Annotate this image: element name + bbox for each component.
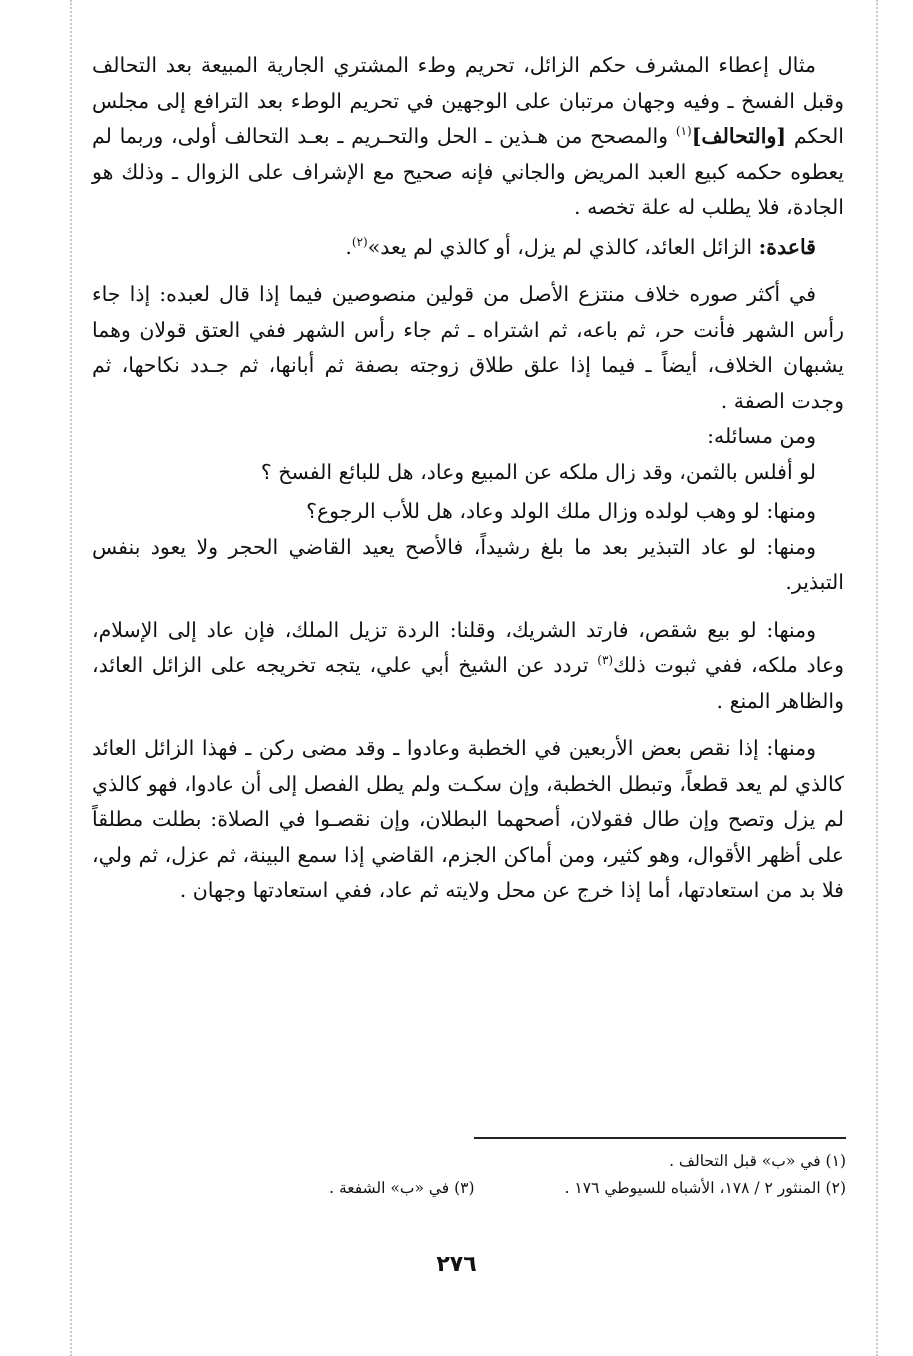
spacer bbox=[92, 601, 844, 613]
paragraph-2: في أكثر صوره خلاف منتزع الأصل من قولين منصوصين فيما إذا قال لعبده: إذا جاء رأس الشهر فأنت حر، ثم باعه، ثم اشتراه ـ ثم جاء رأس الشهر ففي العتق قولان وهما يشبهان الخلاف، أيضاً ـ فيما إذا علق طلاق زوجته بصفة ثم أبانها، ثم جـدد نكاحها، ثم وجدت الصفة . bbox=[92, 282, 844, 413]
paragraph-1-bracket: [والتحالف] bbox=[691, 124, 787, 148]
footnote-1: (١) في «ب» قبل التحالف . bbox=[669, 1152, 846, 1170]
footnote-ref-3[interactable]: (٣) bbox=[597, 653, 614, 668]
footnotes bbox=[160, 1148, 846, 1202]
footnote-ref-2[interactable]: (٢) bbox=[351, 234, 368, 249]
rule-text: الزائل العائد، كالذي لم يزل، أو كالذي لم يعد» bbox=[367, 234, 759, 259]
spacer bbox=[92, 265, 844, 277]
footnote-row bbox=[160, 1175, 846, 1202]
footnote-ref-1[interactable]: (١) bbox=[675, 124, 692, 139]
page-body bbox=[92, 48, 844, 909]
rule-end: . bbox=[345, 234, 352, 259]
paragraph-1-rest: والمصحح من هـذين ـ الحل والتحـريم ـ بعـد التحالف أولى، وربما لم يعطوه حكمه كبيع العبد المريض والجاني فإنه صحيح مع الإشراف على الزوال ـ وذلك هو الجادة، فلا يطلب له علة تخصه . bbox=[92, 124, 844, 219]
paragraph-1 bbox=[92, 48, 844, 226]
page-number: ٢٧٦ bbox=[436, 1252, 477, 1277]
paragraph-1-text: مثال إعطاء المشرف حكم الزائل، تحريم وطء المشتري الجارية المبيعة بعد التحالف وقبل الفسخ ـ وفيه وجهان مرتبان على الوجهين في تحريم الوطء بعد الترافع إلى مجلس الحكم bbox=[92, 53, 844, 148]
paragraph-4: لو أفلس بالثمن، وقد زال ملكه عن المبيع وعاد، هل للبائع الفسخ ؟ bbox=[260, 459, 816, 484]
paragraph-6: ومنها: لو عاد التبذير بعد ما بلغ رشيداً، فالأصح يعيد القاضي الحجر ولا يعود بنفس التبذير. bbox=[92, 534, 844, 594]
spacer bbox=[92, 719, 844, 731]
rule-heading bbox=[92, 230, 844, 266]
footnote-2: (٢) المنثور ٢ / ١٧٨، الأشباه للسيوطي ١٧٦ . bbox=[564, 1179, 846, 1197]
paragraph-7-text-b: تردد عن الشيخ أبي علي، يتجه تخريجه على الزائل العائد، والظاهر المنع . bbox=[92, 653, 844, 713]
footnote-3: (٣) في «ب» الشفعة . bbox=[329, 1179, 475, 1197]
rule-label: قاعدة: bbox=[758, 234, 816, 259]
paragraph-8: ومنها: إذا نقص بعض الأربعين في الخطبة وعادوا ـ وقد مضى ركن ـ فهذا الزائل العائد كالذي لم يعد قطعاً، وتبطل الخطبة، وإن سكـت ولم يطل الفصل إلى أن عادوا، فهو كالذي لم يزل وتصح وإن طال فقولان، أصحهما البطلان، وإن نقصـوا في الصلاة: بطلت مطلقاً على أظهر الأقوال، وهو كثير، ومن أماكن الجزم، القاضي إذا سمع البينة، ثم عزل، ثم ولي، فلا بد من استعادتها، أما إذا خرج عن محل ولايته ثم عاد، ففي استعادتها وجهان . bbox=[92, 736, 844, 902]
gutter-dotted-line-right bbox=[876, 0, 878, 1356]
paragraph-7-text-a: ومنها: لو بيع شقص، فارتد الشريك، وقلنا: الردة تزيل الملك، فإن عاد إلى الإسلام، وعاد ملكه، ففي ثبوت ذلك bbox=[92, 617, 844, 677]
footnote-divider bbox=[474, 1137, 846, 1139]
gutter-dotted-line-left bbox=[70, 0, 72, 1356]
paragraph-7 bbox=[92, 613, 844, 720]
paragraph-3: ومن مسائله: bbox=[707, 424, 816, 448]
paragraph-5: ومنها: لو وهب لولده وزال ملك الولد وعاد، هل للأب الرجوع؟ bbox=[306, 499, 816, 523]
